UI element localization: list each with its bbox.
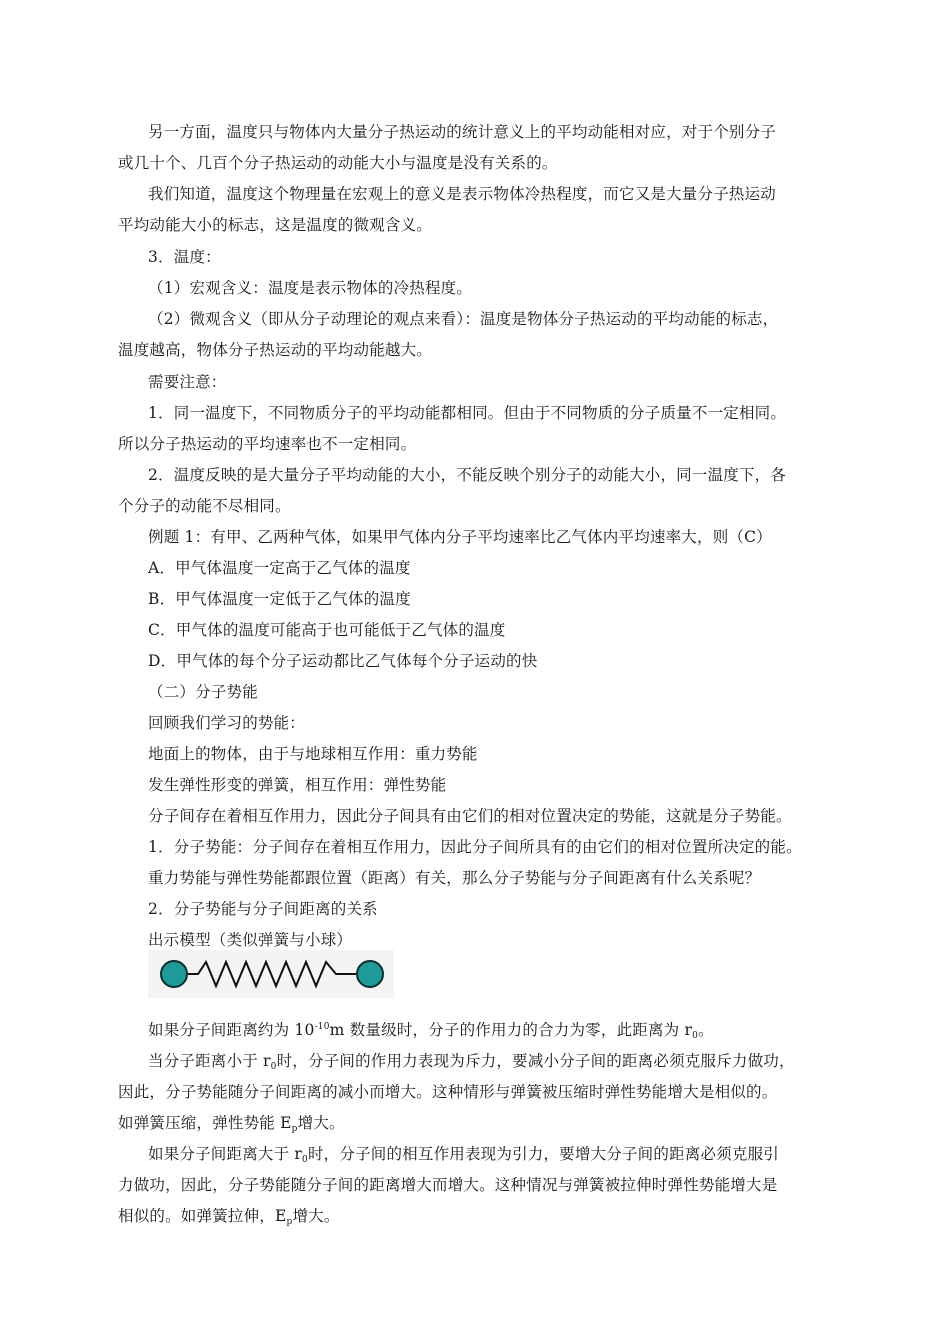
section-heading-potential: （二）分子势能: [148, 683, 258, 701]
paragraph-line: 地面上的物体，由于与地球相互作用：重力势能: [148, 745, 478, 763]
example-option: A．甲气体温度一定高于乙气体的温度: [148, 559, 411, 577]
note-line: 1．同一温度下，不同物质分子的平均动能都相同。但由于不同物质的分子质量不一定相同。: [148, 404, 787, 422]
paragraph-line: 分子间存在着相互作用力，因此分子间具有由它们的相对位置决定的势能，这就是分子势能。: [148, 807, 792, 825]
paragraph-line: 因此，分子势能随分子间距离的减小而增大。这种情形与弹簧被压缩时弹性势能增大是相似的。: [118, 1083, 778, 1101]
note-heading: 需要注意：: [148, 373, 227, 391]
paragraph-line: 回顾我们学习的势能：: [148, 714, 306, 732]
note-line: 个分子的动能不尽相同。: [118, 497, 291, 515]
paragraph-line: 出示模型（类似弹簧与小球）: [148, 931, 353, 949]
spring-icon: [186, 962, 356, 986]
paragraph-line: 2．分子势能与分子间距离的关系: [148, 900, 378, 918]
example-option: B．甲气体温度一定低于乙气体的温度: [148, 590, 411, 608]
note-line: 所以分子热运动的平均速率也不一定相同。: [118, 435, 417, 453]
section-heading-temperature: 3．温度：: [148, 248, 221, 266]
paragraph-line: 相似的。如弹簧拉伸，$E_p$增大。: [118, 1207, 340, 1227]
paragraph-line: 或几十个、几百个分子热运动的动能大小与温度是没有关系的。: [118, 154, 558, 172]
paragraph-line: 如果分子间距离大于 $r_0$时，分子间的相互作用表现为引力，要增大分子间的距离必须克服引: [148, 1145, 779, 1165]
example-question: 例题 1：有甲、乙两种气体，如果甲气体内分子平均速率比乙气体内平均速率大，则（C）: [148, 528, 772, 546]
paragraph-line: 当分子距离小于 $r_0$时，分子间的作用力表现为斥力，要减小分子间的距离必须克服斥力做功，: [148, 1052, 795, 1072]
paragraph-line: 平均动能大小的标志，这是温度的微观含义。: [118, 216, 433, 234]
paragraph-line: 重力势能与弹性势能都跟位置（距离）有关，那么分子势能与分子间距离有什么关系呢？: [148, 869, 761, 887]
paragraph-line: 如弹簧压缩，弹性势能 $E_p$增大。: [118, 1114, 345, 1134]
ball-right-icon: [357, 961, 383, 987]
r0-paragraph: 如果分子间距离约为 $10^{-10}m$ 数量级时，分子的作用力的合力为零，此距离为 $r_0$。: [148, 1021, 714, 1041]
spring-ball-diagram: [148, 950, 394, 998]
example-option: C．甲气体的温度可能高于也可能低于乙气体的温度: [148, 621, 506, 639]
paragraph-line: 发生弹性形变的弹簧，相互作用：弹性势能: [148, 776, 447, 794]
paragraph-line: 力做功，因此，分子势能随分子间的距离增大而增大。这种情况与弹簧被拉伸时弹性势能增大是: [118, 1176, 778, 1194]
paragraph-line: 另一方面，温度只与物体内大量分子热运动的统计意义上的平均动能相对应，对于个别分子: [148, 123, 777, 141]
ball-left-icon: [161, 961, 187, 987]
note-line: 2．温度反映的是大量分子平均动能的大小，不能反映个别分子的动能大小，同一温度下，各: [148, 466, 787, 484]
spring-ball-model: [148, 950, 394, 998]
paragraph-line: 1．分子势能：分子间存在着相互作用力，因此分子间所具有的由它们的相对位置所决定的能。: [148, 838, 802, 856]
macro-meaning: （1）宏观含义：温度是表示物体的冷热程度。: [148, 279, 473, 297]
micro-meaning-line: 温度越高，物体分子热运动的平均动能越大。: [118, 341, 433, 359]
micro-meaning-line: （2）微观含义（即从分子动理论的观点来看）：温度是物体分子热运动的平均动能的标志，: [148, 310, 779, 328]
paragraph-line: 我们知道，温度这个物理量在宏观上的意义是表示物体冷热程度，而它又是大量分子热运动: [148, 185, 777, 203]
example-option: D．甲气体的每个分子运动都比乙气体每个分子运动的快: [148, 652, 538, 670]
